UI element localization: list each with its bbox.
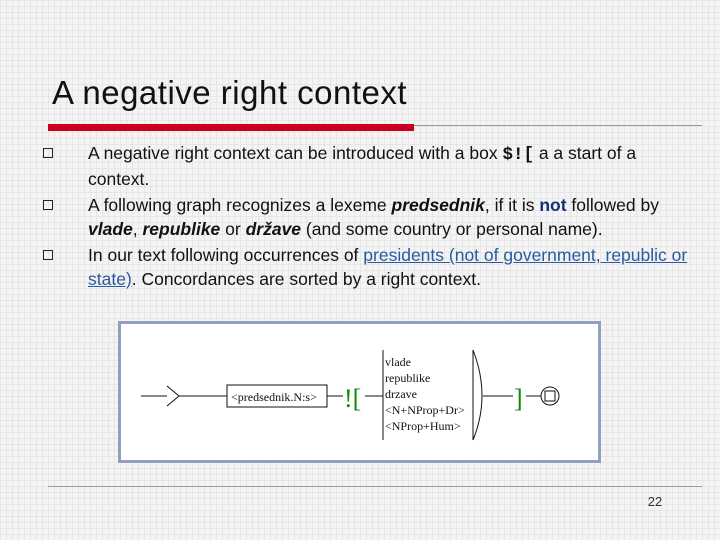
lexeme-term: predsednik: [391, 195, 485, 215]
bullet-square-icon: [43, 148, 53, 158]
text-run: a a start of a context.: [88, 143, 637, 189]
text-run: (and some country or personal name).: [301, 219, 603, 239]
context-word: države: [245, 219, 302, 239]
text-run: , if it is: [484, 195, 540, 215]
bullet-item: [40, 141, 690, 191]
alternatives-box: [385, 355, 468, 433]
alt-line: republike: [385, 371, 431, 385]
title-underline-grey: [414, 125, 702, 126]
bullet-item: [40, 193, 690, 241]
text-run: A following graph recognizes a lexeme: [88, 195, 392, 215]
text-run: . Concordances are sorted by a right context.: [131, 269, 481, 289]
text-run: In our text following occurrences of: [88, 245, 364, 265]
bullet-text: [88, 143, 636, 189]
negative-context-open: ![: [344, 384, 362, 413]
bullet-list: [40, 141, 690, 293]
negation-term: not: [539, 195, 567, 215]
title-underline-red: [48, 124, 414, 131]
text-run: or: [220, 219, 246, 239]
context-word: vlade: [88, 219, 133, 239]
bullet-text: [88, 195, 659, 239]
box-arc: [473, 350, 482, 440]
bullet-square-icon: [43, 250, 53, 260]
unitex-graph-image: [118, 321, 601, 463]
footer-rule: [48, 486, 702, 487]
lexeme-box-label: <predsednik.N:s>: [231, 390, 317, 404]
alt-line: <NProp+Hum>: [385, 419, 461, 433]
alt-line: vlade: [385, 355, 411, 369]
initial-state-icon: [167, 386, 179, 406]
context-word: republike: [142, 219, 221, 239]
page-number: 22: [647, 494, 663, 509]
presidents-link[interactable]: presidents (not of government, republic or state): [88, 245, 688, 289]
negative-context-close: ]: [514, 384, 523, 413]
graph-svg: [121, 324, 598, 460]
bullet-square-icon: [43, 200, 53, 210]
text-run: A negative right context can be introduced with a box: [88, 143, 503, 163]
bullet-item: [40, 243, 690, 291]
code-negative-context: $![: [502, 145, 534, 165]
slide-title: A negative right context: [52, 74, 408, 111]
alt-line: <N+NProp+Dr>: [385, 403, 465, 417]
bullet-text: [88, 245, 687, 289]
text-run: ,: [132, 219, 143, 239]
text-run: followed by: [566, 195, 659, 215]
final-state-icon: [541, 387, 559, 405]
alt-line: drzave: [385, 387, 417, 401]
